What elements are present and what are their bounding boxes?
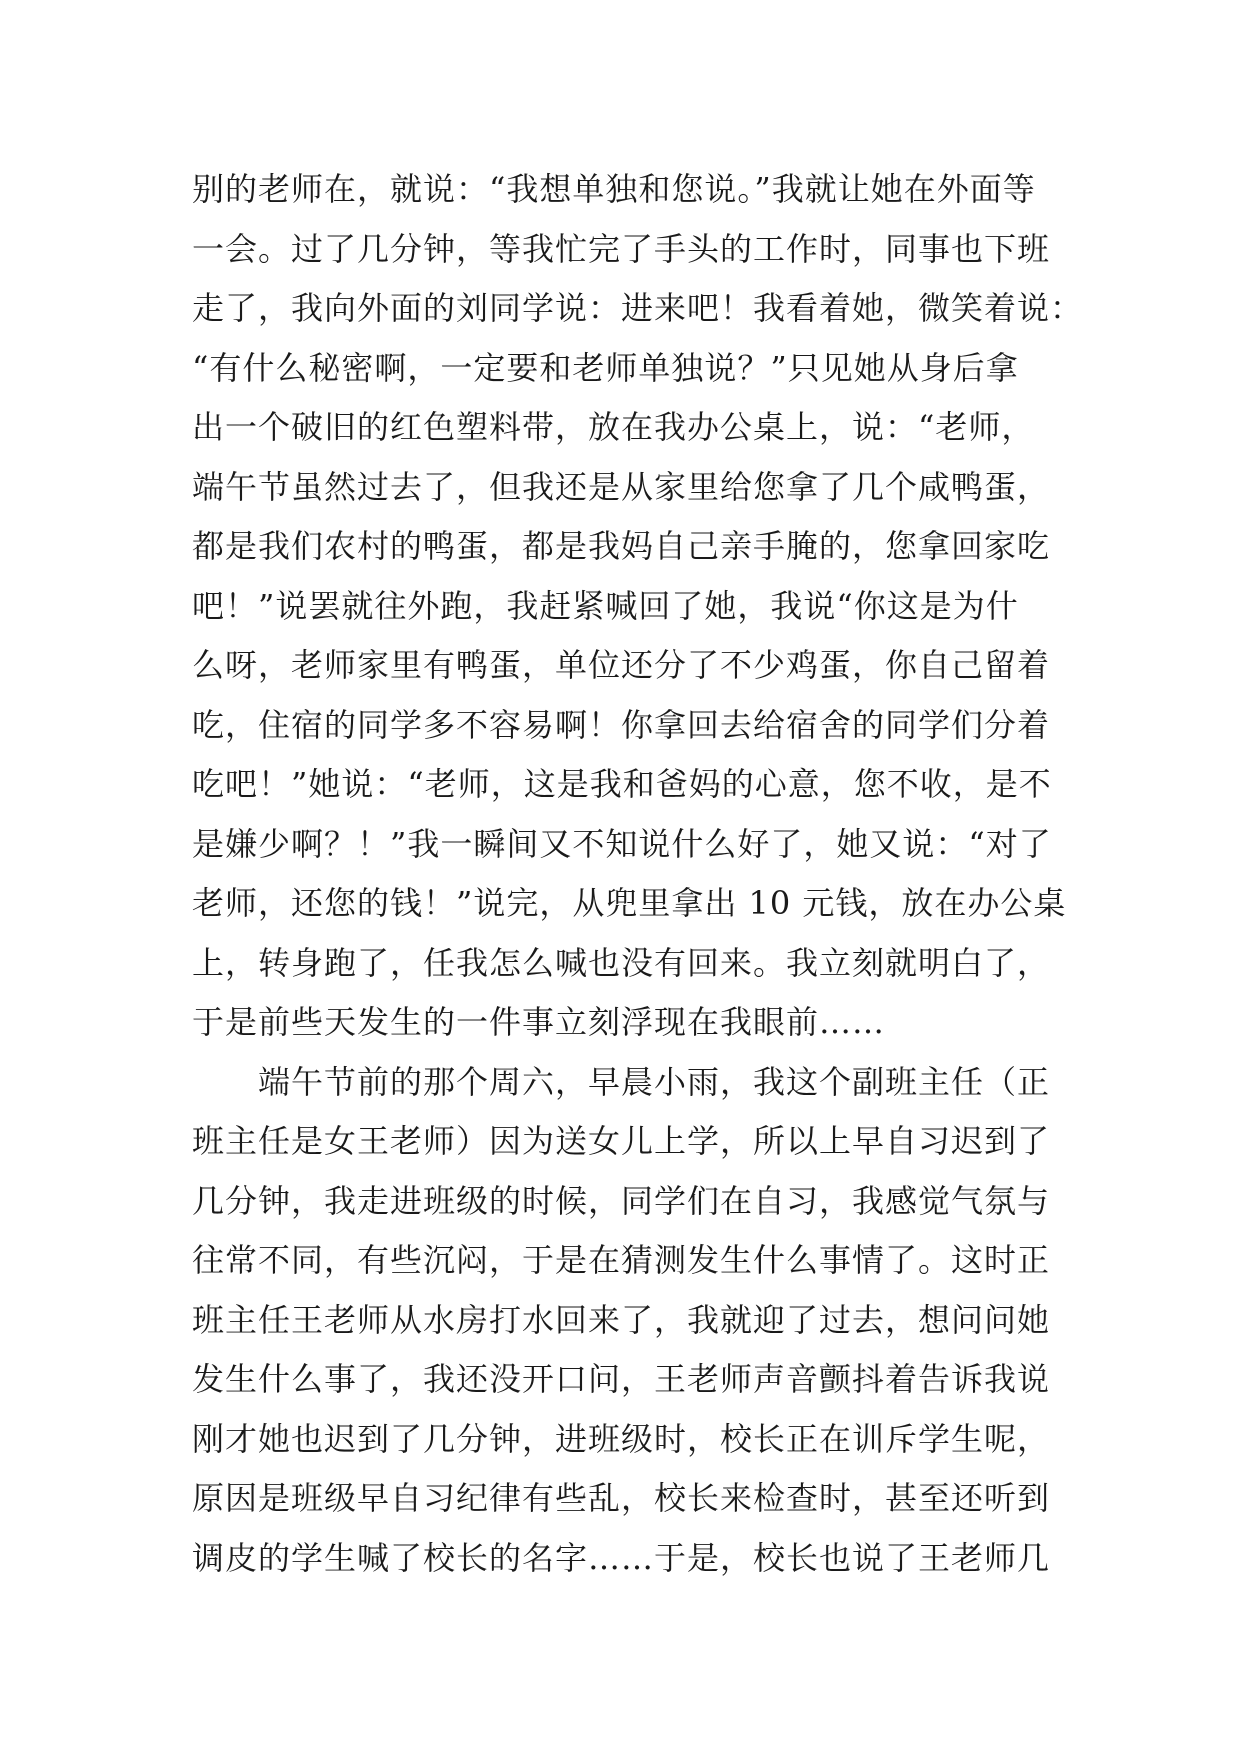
body-text xyxy=(192,160,1084,1588)
text-line: 于是前些天发生的一件事立刻浮现在我眼前…… xyxy=(192,1003,886,1041)
text-line: 别的老师在，就说：“我想单独和您说。”我就让她在外面等 xyxy=(192,170,1036,208)
text-line: 往常不同，有些沉闷，于是在猜测发生什么事情了。这时正 xyxy=(192,1241,1051,1279)
text-line: 吃吧！”她说：“老师，这是我和爸妈的心意，您不收，是不 xyxy=(192,765,1052,803)
text-line: 一会。过了几分钟，等我忙完了手头的工作时，同事也下班 xyxy=(192,229,1051,268)
text-line: 调皮的学生喊了校长的名字……于是，校长也说了王老师几 xyxy=(192,1538,1051,1577)
text-line: 老师，还您的钱！”说完，从兜里拿出 10 元钱，放在办公桌 xyxy=(192,884,1067,922)
text-line: “有什么秘密啊，一定要和老师单独说？”只见她从身后拿 xyxy=(192,348,1019,387)
text-line: 端午节虽然过去了，但我还是从家里给您拿了几个咸鸭蛋， xyxy=(192,467,1051,506)
text-line: 都是我们农村的鸭蛋，都是我妈自己亲手腌的，您拿回家吃 xyxy=(192,527,1051,565)
text-line: 班主任王老师从水房打水回来了，我就迎了过去，想问问她 xyxy=(192,1300,1051,1339)
text-line: 出一个破旧的红色塑料带，放在我办公桌上，说：“老师， xyxy=(192,408,1035,446)
text-line: 班主任是女王老师）因为送女儿上学，所以上早自习迟到了 xyxy=(192,1122,1051,1160)
text-line: 刚才她也迟到了几分钟，进班级时，校长正在训斥学生呢， xyxy=(192,1419,1051,1458)
text-line: 上，转身跑了，任我怎么喊也没有回来。我立刻就明白了， xyxy=(192,943,1051,982)
text-line: 是嫌少啊？！”我一瞬间又不知说什么好了，她又说：“对了 xyxy=(192,824,1052,863)
text-line: 吧！”说罢就往外跑，我赶紧喊回了她，我说“你这是为什 xyxy=(192,586,1019,625)
text-line: 几分钟，我走进班级的时候，同学们在自习，我感觉气氛与 xyxy=(192,1181,1051,1220)
text-line: 么呀，老师家里有鸭蛋，单位还分了不少鸡蛋，你自己留着 xyxy=(192,646,1051,684)
text-line: 吃，住宿的同学多不容易啊！你拿回去给宿舍的同学们分着 xyxy=(192,705,1051,744)
text-line: 原因是班级早自习纪律有些乱，校长来检查时，甚至还听到 xyxy=(192,1479,1051,1517)
text-line: 发生什么事了，我还没开口问，王老师声音颤抖着告诉我说 xyxy=(192,1360,1051,1398)
text-line: 端午节前的那个周六，早晨小雨，我这个副班主任（正 xyxy=(192,1062,1051,1101)
text-line: 走了，我向外面的刘同学说：进来吧！我看着她，微笑着说： xyxy=(192,289,1084,327)
